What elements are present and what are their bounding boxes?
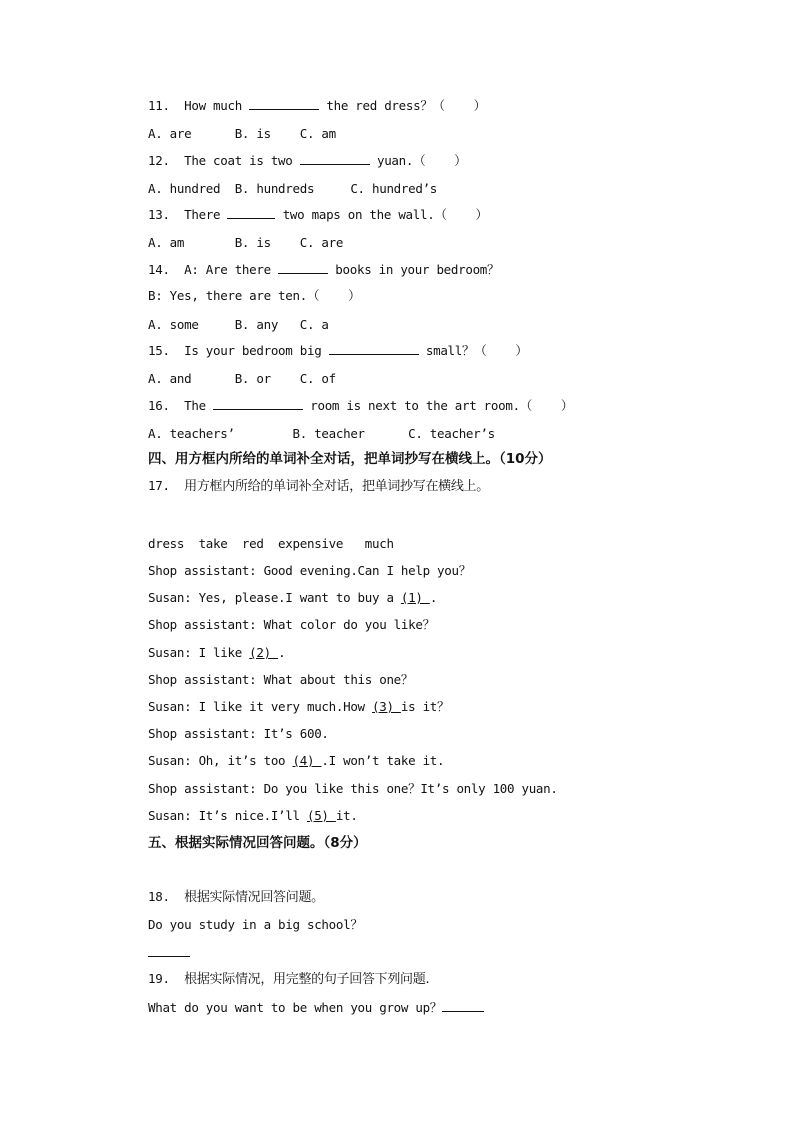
dialogue-line-9: Shop assistant: Do you like this one？It’s only 100 yuan. <box>148 781 558 796</box>
q18-instruction: 根据实际情况回答问题。 <box>184 890 324 905</box>
dialogue-line-2-end: . <box>429 590 438 605</box>
q19-answer-blank[interactable] <box>442 999 484 1012</box>
dialogue-line-10 <box>148 808 358 824</box>
q15-stem <box>148 342 528 359</box>
q16-options: A. teachers’ B. teacher C. teacher’s <box>148 426 495 441</box>
q14-blank[interactable] <box>278 261 328 274</box>
dialogue-line-8-end: .I won’t take it. <box>321 753 445 768</box>
dialogue-line-10-end: it. <box>335 808 358 823</box>
dialogue-line-2-text: Susan: Yes, please.I want to buy a <box>148 590 401 605</box>
q17-instruction-line <box>148 478 489 495</box>
q16-stem-start: 16. The <box>148 398 214 413</box>
q19-instruction-line <box>148 971 429 988</box>
q13-stem <box>148 206 488 223</box>
dialogue-line-8-text: Susan: Oh, it’s too <box>148 753 293 768</box>
dialogue-line-4 <box>148 645 285 661</box>
q13-blank[interactable] <box>227 206 275 219</box>
section4-heading: 四、用方框内所给的单词补全对话，把单词抄写在横线上。（10分） <box>148 451 552 467</box>
q14-options: A. some B. any C. a <box>148 317 329 332</box>
q12-options: A. hundred B. hundreds C. hundred’s <box>148 181 438 196</box>
q11-stem-end: the red dress？（ ） <box>319 98 486 113</box>
q12-stem <box>148 152 466 169</box>
dialogue-line-3: Shop assistant: What color do you like？ <box>148 617 435 632</box>
q12-stem-end: yuan.（ ） <box>369 153 467 168</box>
q18-question: Do you study in a big school？ <box>148 917 363 932</box>
q16-blank[interactable] <box>213 397 303 410</box>
q19-number: 19. <box>148 971 185 986</box>
dialogue-line-2 <box>148 590 437 606</box>
q13-stem-end: two maps on the wall.（ ） <box>275 207 488 222</box>
blank-2[interactable]: (2) <box>249 645 279 660</box>
q12-stem-start: 12. The coat is two <box>148 153 300 168</box>
dialogue-line-6-text: Susan: I like it very much.How <box>148 699 372 714</box>
q14-line2: B: Yes, there are ten.（ ） <box>148 288 361 303</box>
q19-instruction: 根据实际情况，用完整的句子回答下列问题. <box>184 972 430 987</box>
blank-5[interactable]: (5) <box>306 808 336 823</box>
q18-number: 18. <box>148 889 185 904</box>
q18-answer-line <box>148 944 190 961</box>
dialogue-line-4-end: . <box>278 645 286 660</box>
dialogue-line-5: Shop assistant: What about this one？ <box>148 672 414 687</box>
dialogue-line-7: Shop assistant: It’s 600. <box>148 726 329 741</box>
q13-stem-start: 13. There <box>148 207 228 222</box>
q11-stem <box>148 97 486 114</box>
q16-stem-end: room is next to the art room.（ ） <box>303 398 574 413</box>
dialogue-line-1: Shop assistant: Good evening.Can I help you？ <box>148 563 471 578</box>
q11-options: A. are B. is C. am <box>148 126 336 141</box>
q17-word-box: dress take red expensive much <box>148 536 394 551</box>
q15-stem-end: small？（ ） <box>418 343 528 358</box>
q19-question: What do you want to be when you grow up？ <box>148 1000 443 1015</box>
dialogue-line-4-text: Susan: I like <box>148 645 250 660</box>
q17-number: 17. <box>148 478 185 493</box>
q12-blank[interactable] <box>300 152 370 165</box>
q15-options: A. and B. or C. of <box>148 371 336 386</box>
q11-stem-start: 11. How much <box>148 98 250 113</box>
blank-1[interactable]: (1) <box>400 590 430 605</box>
q13-options: A. am B. is C. are <box>148 235 344 250</box>
blank-4[interactable]: (4) <box>292 753 322 768</box>
dialogue-line-8 <box>148 753 444 769</box>
q14-stem-start: 14. A: Are there <box>148 262 279 277</box>
q19-question-line <box>148 999 484 1016</box>
section5-heading: 五、根据实际情况回答问题。（8分） <box>148 835 367 851</box>
q14-stem-end: books in your bedroom？ <box>328 262 500 277</box>
q15-stem-start: 15. Is your bedroom big <box>148 343 329 358</box>
q16-stem <box>148 397 573 414</box>
q11-blank[interactable] <box>249 97 319 110</box>
q18-instruction-line <box>148 889 324 906</box>
q14-stem <box>148 261 499 278</box>
dialogue-line-6-end: is it？ <box>400 699 450 714</box>
q15-blank[interactable] <box>329 342 419 355</box>
dialogue-line-6 <box>148 699 449 715</box>
q17-instruction: 用方框内所给的单词补全对话，把单词抄写在横线上。 <box>184 479 489 494</box>
blank-3[interactable]: (3) <box>372 699 401 714</box>
dialogue-line-10-text: Susan: It’s nice.I’ll <box>148 808 307 823</box>
q18-answer-blank[interactable] <box>148 944 190 957</box>
